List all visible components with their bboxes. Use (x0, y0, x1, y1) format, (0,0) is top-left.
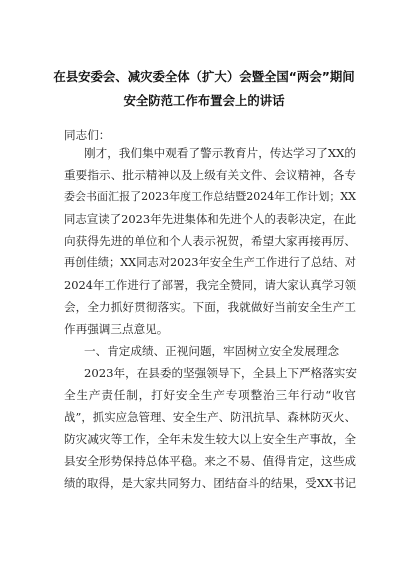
paragraph-1-line: 2024年工作进行了部署，我完全赞同，请大家认真学习领 (64, 278, 356, 292)
greeting: 同志们： (64, 128, 111, 142)
paragraph-1-line: 委会书面汇报了2023年度工作总结暨2024年工作计划；XX (64, 190, 356, 203)
paragraph-2-line: 县安全形势保持总体平稳。来之不易、值得肯定，这些成 (64, 454, 356, 468)
paragraph-1-line: 会，全力抓好贯彻落实。下面，我就做好当前安全生产工 (64, 300, 356, 314)
paragraph-2-line: 绩的取得，是大家共同努力、团结奋斗的结果，受XX书记 (64, 476, 356, 490)
paragraph-1-line: 作再强调三点意见。 (64, 322, 169, 336)
document-title-line-1: 在县安委会、减灾委全体（扩大）会暨全国“两会”期间 (53, 69, 355, 84)
paragraph-1-line: 同志宣读了2023年先进集体和先进个人的表彰决定，在此 (64, 212, 356, 226)
section-1-heading: 一、肯定成绩、正视问题，牢固树立安全发展理念 (84, 344, 340, 358)
paragraph-2-line: 战”，抓实应急管理、安全生产、防汛抗旱、森林防灭火、 (64, 410, 356, 424)
paragraph-1-line: 重要指示、批示精神以及上级有关文件、会议精神，各专 (64, 168, 356, 182)
paragraph-2-line: 2023年，在县委的坚强领导下，全县上下严格落实安 (84, 366, 357, 380)
paragraph-1-line: 向获得先进的单位和个人表示祝贺，希望大家再接再厉、 (64, 234, 356, 248)
paragraph-2-line: 全生产责任制，打好安全生产专项整治三年行动“收官 (64, 388, 356, 402)
document-title-line-2: 安全防范工作布置会上的讲话 (123, 93, 285, 108)
paragraph-2-line: 防灾减灾等工作，全年未发生较大以上安全生产事故，全 (64, 432, 356, 446)
paragraph-1-line: 刚才，我们集中观看了警示教育片，传达学习了XX的 (84, 146, 356, 160)
paragraph-1-line: 再创佳绩；XX同志对2023年安全生产工作进行了总结、对 (64, 256, 356, 269)
